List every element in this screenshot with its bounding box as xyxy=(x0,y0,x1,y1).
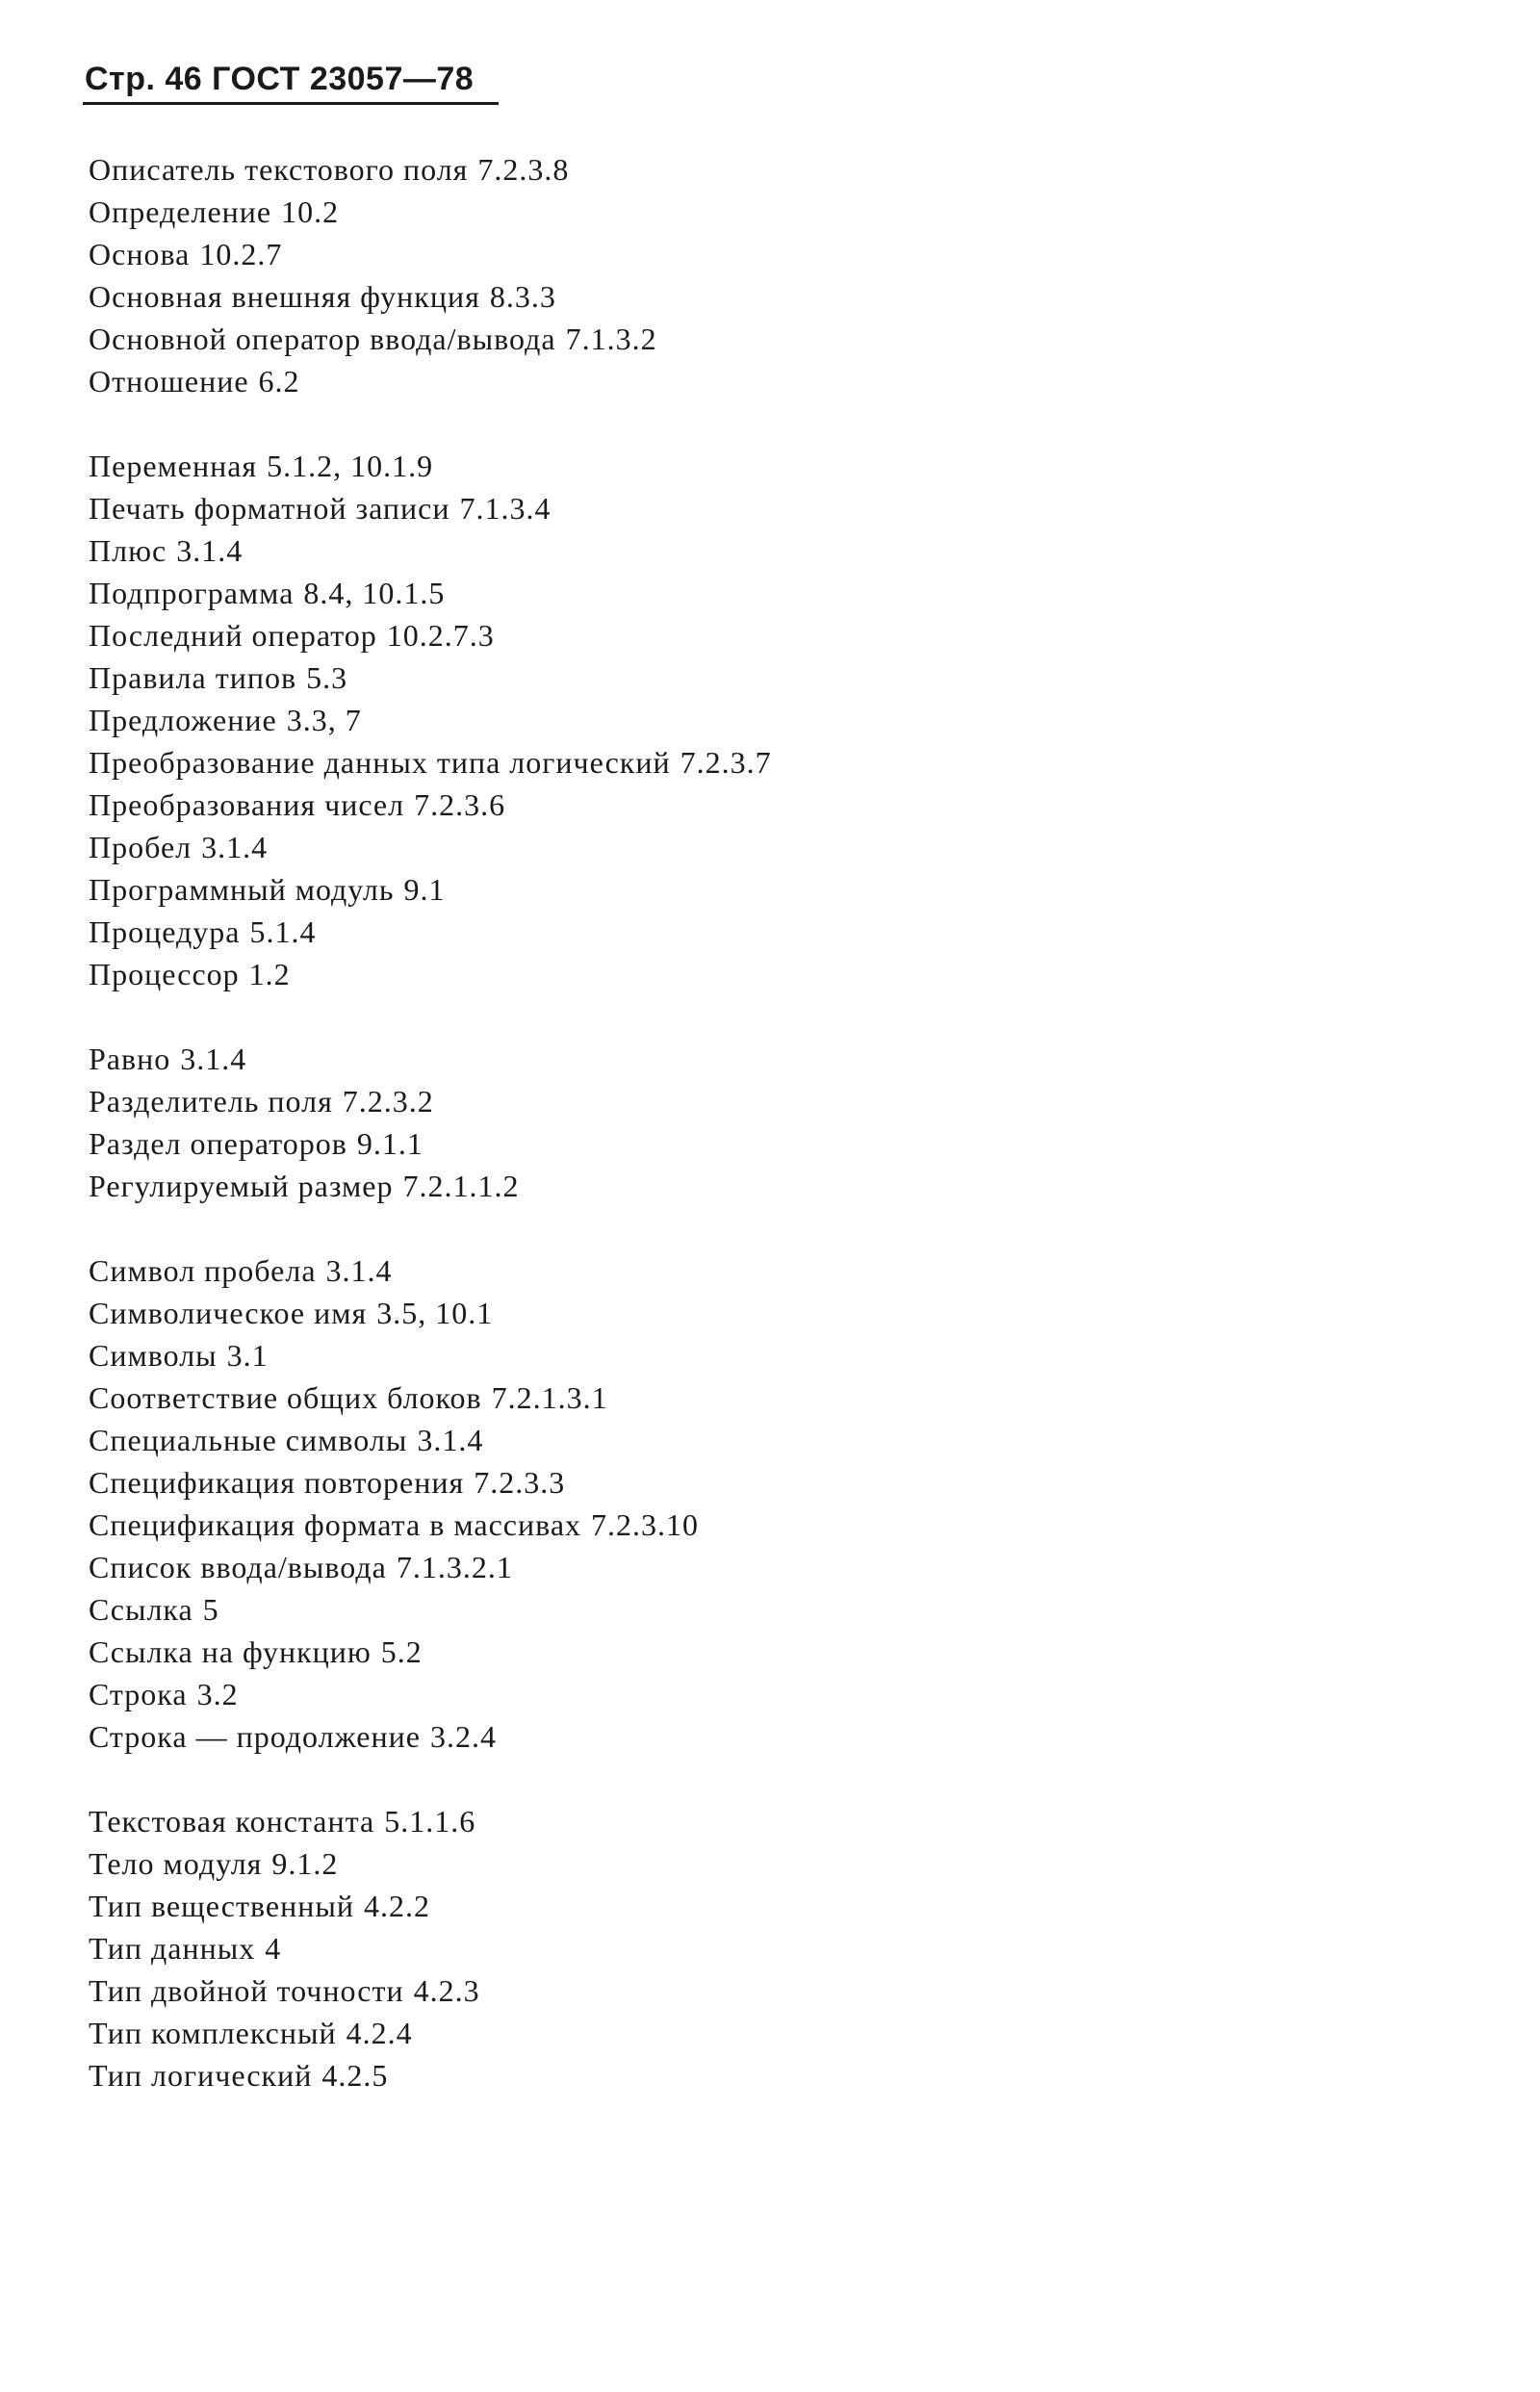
index-term: Разделитель поля xyxy=(89,1084,333,1119)
index-entry xyxy=(89,1419,1340,1461)
index-group xyxy=(89,148,1340,402)
index-term: Тип логический xyxy=(89,2058,313,2093)
index-term: Переменная xyxy=(89,449,258,483)
index-term: Текстовая константа xyxy=(89,1804,375,1839)
index-entry xyxy=(89,1927,1340,1969)
index-entry xyxy=(89,1546,1340,1588)
index-term: Строка xyxy=(89,1677,188,1711)
index-reference: 10.2 xyxy=(281,194,340,229)
index-entry xyxy=(89,614,1340,656)
index-entry xyxy=(89,2012,1340,2054)
index-entry xyxy=(89,1800,1340,1842)
index-entry xyxy=(89,784,1340,826)
index-reference: 9.1.2 xyxy=(271,1846,339,1881)
index-term: Спецификация формата в массивах xyxy=(89,1507,582,1542)
index-entry xyxy=(89,1080,1340,1122)
index-entry xyxy=(89,1504,1340,1546)
index-reference: 7.2.3.6 xyxy=(414,787,506,822)
index-entry xyxy=(89,529,1340,572)
index-term: Список ввода/вывода xyxy=(89,1550,387,1584)
index-entry xyxy=(89,318,1340,360)
index-group xyxy=(89,1038,1340,1207)
index-term: Символы xyxy=(89,1338,218,1373)
index-entry xyxy=(89,191,1340,233)
index-entry xyxy=(89,1292,1340,1334)
index-entry xyxy=(89,741,1340,784)
index-entry xyxy=(89,360,1340,402)
index-reference: 3.5, 10.1 xyxy=(376,1296,494,1330)
index-group xyxy=(89,1800,1340,2096)
index-reference: 8.4, 10.1.5 xyxy=(303,576,446,610)
index-term: Основа xyxy=(89,237,191,271)
running-header: Стр. 46 ГОСТ 23057—78 xyxy=(85,61,475,97)
index-reference: 4.2.5 xyxy=(321,2058,389,2093)
index-entry xyxy=(89,1631,1340,1673)
index-reference: 7.2.3.10 xyxy=(591,1507,700,1542)
index-reference: 3.1.4 xyxy=(176,533,244,568)
index-entry xyxy=(89,699,1340,741)
index-reference: 6.2 xyxy=(258,364,300,399)
index-reference: 4.2.3 xyxy=(413,1973,480,2008)
index-reference: 7.2.3.2 xyxy=(342,1084,434,1119)
index-term: Программный модуль xyxy=(89,872,395,907)
index-entry xyxy=(89,1165,1340,1207)
index-term: Подпрограмма xyxy=(89,576,295,610)
index-reference: 4.2.4 xyxy=(346,2016,413,2050)
index-entry xyxy=(89,275,1340,318)
index-term: Основной оператор ввода/вывода xyxy=(89,322,556,356)
index-entry xyxy=(89,487,1340,529)
index-term: Тип комплексный xyxy=(89,2016,337,2050)
index-term: Преобразование данных типа логический xyxy=(89,745,671,780)
index-term: Тип двойной точности xyxy=(89,1973,404,2008)
index-reference: 5 xyxy=(202,1592,219,1627)
index-entry xyxy=(89,911,1340,953)
index-term: Символическое имя xyxy=(89,1296,368,1330)
index-entry xyxy=(89,656,1340,699)
index-term: Символ пробела xyxy=(89,1253,317,1288)
index-term: Тип данных xyxy=(89,1931,256,1966)
header-rule xyxy=(83,102,499,105)
index-term: Отношение xyxy=(89,364,249,399)
index-entry xyxy=(89,1588,1340,1631)
index-entry xyxy=(89,953,1340,995)
index-entry xyxy=(89,1461,1340,1504)
index-reference: 7.1.3.2.1 xyxy=(396,1550,513,1584)
index-term: Пробел xyxy=(89,830,192,864)
index-entry xyxy=(89,1885,1340,1927)
index-term: Преобразования чисел xyxy=(89,787,405,822)
index-term: Тип вещественный xyxy=(89,1889,354,1923)
index-term: Раздел операторов xyxy=(89,1126,347,1161)
index-entry xyxy=(89,1842,1340,1885)
index-entry xyxy=(89,1038,1340,1080)
index-reference: 7.2.3.3 xyxy=(474,1465,566,1500)
index-term: Правила типов xyxy=(89,660,297,695)
index-reference: 9.1 xyxy=(403,872,446,907)
index-reference: 10.2.7 xyxy=(199,237,283,271)
index-term: Печать форматной записи xyxy=(89,491,450,526)
index-reference: 3.1.4 xyxy=(201,830,269,864)
index-reference: 8.3.3 xyxy=(489,279,556,314)
index-reference: 3.1.4 xyxy=(325,1253,393,1288)
index-entry xyxy=(89,826,1340,868)
index-entry xyxy=(89,572,1340,614)
index-term: Основная внешняя функция xyxy=(89,279,480,314)
index-term: Последний оператор xyxy=(89,618,377,653)
index-term: Ссылка xyxy=(89,1592,193,1627)
index-reference: 7.1.3.4 xyxy=(459,491,552,526)
index-reference: 7.2.3.8 xyxy=(477,152,570,187)
index-term: Специальные символы xyxy=(89,1423,408,1457)
index-term: Регулируемый размер xyxy=(89,1169,394,1203)
index-term: Описатель текстового поля xyxy=(89,152,469,187)
index-term: Спецификация повторения xyxy=(89,1465,465,1500)
index-reference: 3.2.4 xyxy=(429,1719,497,1754)
index-reference: 5.1.1.6 xyxy=(384,1804,476,1839)
index-entry xyxy=(89,1969,1340,2012)
index-reference: 3.3, 7 xyxy=(286,703,362,737)
index-reference: 7.2.1.1.2 xyxy=(402,1169,520,1203)
index-reference: 3.1.4 xyxy=(417,1423,484,1457)
index-term: Равно xyxy=(89,1042,171,1076)
index-term: Соответствие общих блоков xyxy=(89,1380,482,1415)
index-entry xyxy=(89,1376,1340,1419)
index-reference: 5.1.2, 10.1.9 xyxy=(267,449,434,483)
index-entry xyxy=(89,2054,1340,2096)
index-reference: 7.1.3.2 xyxy=(565,322,657,356)
index-reference: 7.2.1.3.1 xyxy=(491,1380,608,1415)
index-term: Ссылка на функцию xyxy=(89,1634,372,1669)
index-term: Плюс xyxy=(89,533,167,568)
index-reference: 5.3 xyxy=(306,660,348,695)
index-reference: 10.2.7.3 xyxy=(386,618,495,653)
index-entry xyxy=(89,445,1340,487)
index-term: Тело модуля xyxy=(89,1846,263,1881)
index-reference: 9.1.1 xyxy=(356,1126,424,1161)
index-reference: 3.2 xyxy=(196,1677,239,1711)
index-entry xyxy=(89,148,1340,191)
index-reference: 3.1.4 xyxy=(180,1042,247,1076)
index-entry xyxy=(89,233,1340,275)
index-group xyxy=(89,1249,1340,1758)
index-reference: 4 xyxy=(265,1931,282,1966)
index-entry xyxy=(89,1334,1340,1376)
index-entry xyxy=(89,1122,1340,1165)
index-reference: 1.2 xyxy=(248,957,291,991)
index-reference: 5.1.4 xyxy=(249,914,317,949)
index-group xyxy=(89,445,1340,995)
index-reference: 7.2.3.7 xyxy=(680,745,772,780)
index-term: Строка — продолжение xyxy=(89,1719,421,1754)
index-entry xyxy=(89,1673,1340,1715)
index-entry xyxy=(89,1715,1340,1758)
subject-index xyxy=(89,148,1340,2139)
index-reference: 3.1 xyxy=(226,1338,269,1373)
index-reference: 4.2.2 xyxy=(363,1889,430,1923)
index-reference: 5.2 xyxy=(380,1634,423,1669)
index-term: Процедура xyxy=(89,914,241,949)
index-term: Определение xyxy=(89,194,272,229)
index-entry xyxy=(89,868,1340,911)
index-entry xyxy=(89,1249,1340,1292)
index-term: Процессор xyxy=(89,957,240,991)
index-term: Предложение xyxy=(89,703,277,737)
